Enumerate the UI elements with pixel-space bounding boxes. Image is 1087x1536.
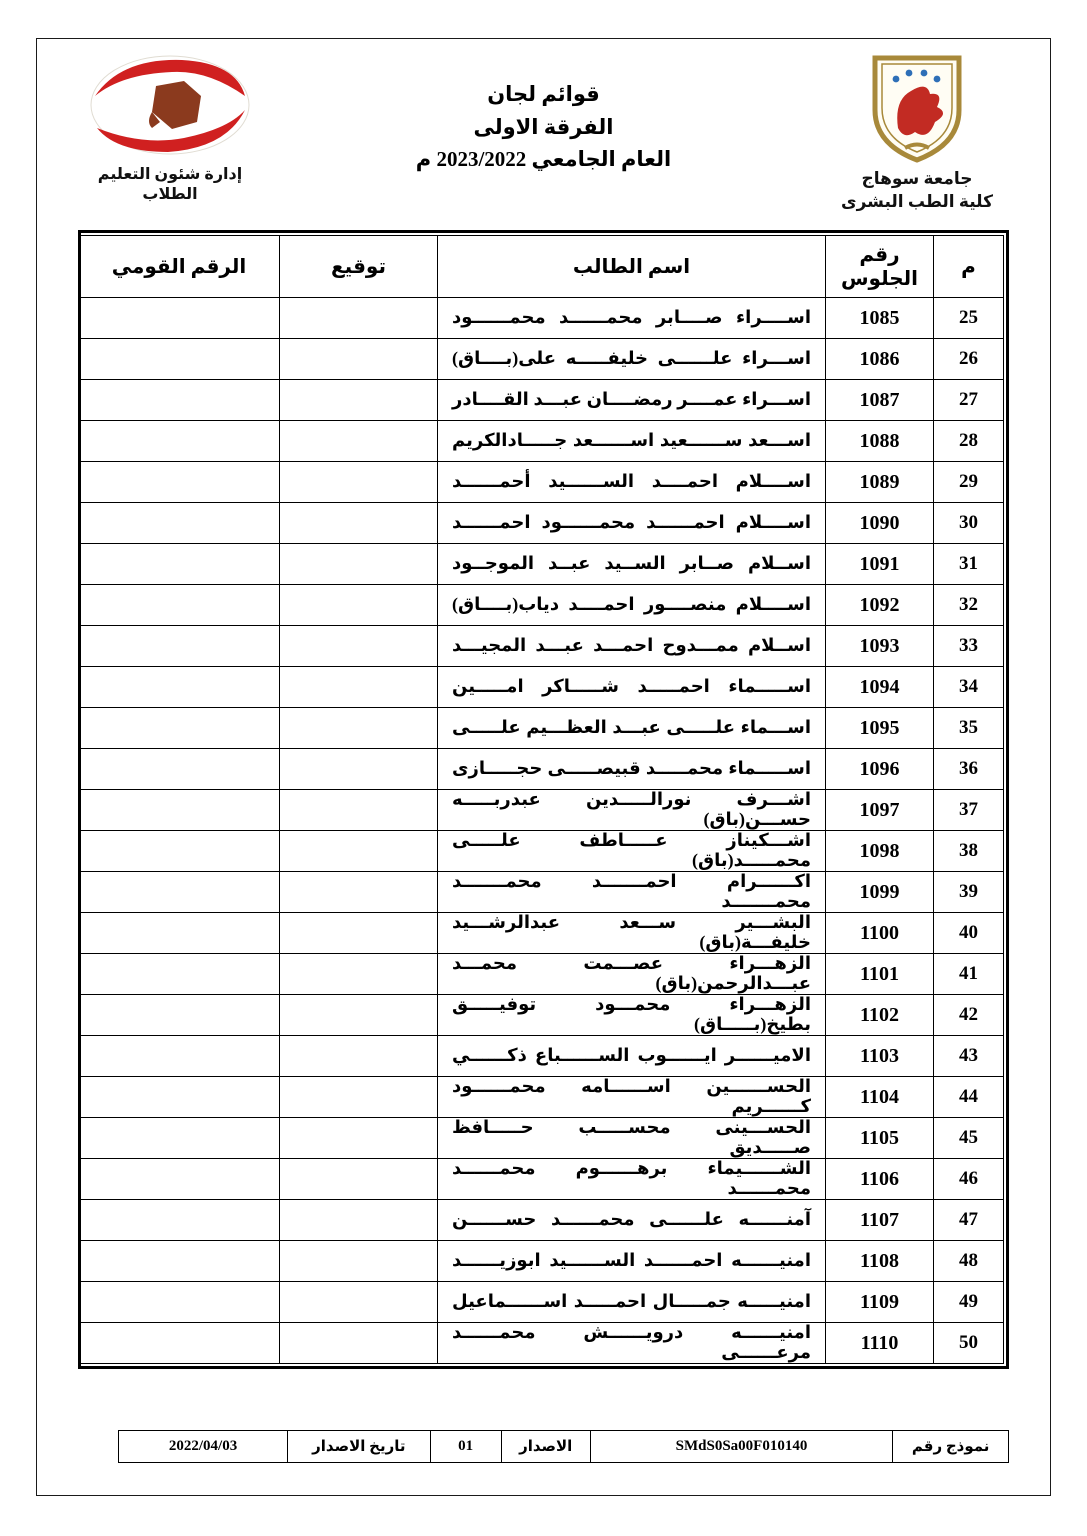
university-name: جامعة سوهاج: [861, 169, 973, 188]
issue-label: الاصدار: [501, 1431, 590, 1463]
student-name-cell: اســــلام احمــــــد محمــــــود احمــــــد: [438, 503, 826, 544]
table-row: [79, 872, 1004, 913]
serial-cell: 33: [934, 626, 1004, 667]
title-line-1: قوائم لجان: [487, 82, 600, 106]
signature-cell: [280, 626, 438, 667]
header-row: [79, 236, 1004, 298]
serial-cell: 39: [934, 872, 1004, 913]
signature-cell: [280, 1036, 438, 1077]
signature-cell: [280, 708, 438, 749]
national-id-cell: [79, 339, 280, 380]
seat-number-cell: 1098: [826, 831, 934, 872]
national-id-cell: [79, 626, 280, 667]
student-name-cell: اســــراء صــــابر محمــــــد محمــــــود: [438, 298, 826, 339]
signature-cell: [280, 1077, 438, 1118]
serial-cell: 38: [934, 831, 1004, 872]
seat-number-cell: 1107: [826, 1200, 934, 1241]
national-id-cell: [79, 1241, 280, 1282]
seat-number-cell: 1089: [826, 462, 934, 503]
committee-table-head: [79, 236, 1004, 298]
table-row: [79, 1323, 1004, 1364]
seat-number-cell: 1101: [826, 954, 934, 995]
seat-number-cell: 1095: [826, 708, 934, 749]
serial-cell: 45: [934, 1118, 1004, 1159]
table-row: [79, 708, 1004, 749]
student-name-cell: اســلام صــابر الســيد عبــد الموجــود: [438, 544, 826, 585]
national-id-cell: [79, 872, 280, 913]
national-id-cell: [79, 298, 280, 339]
title-line-3: العام الجامعي 2023/2022 م: [415, 147, 672, 172]
serial-cell: 47: [934, 1200, 1004, 1241]
student-name-cell: اســـراء عمــــر رمضــــان عبـــد القــــادر: [438, 380, 826, 421]
serial-cell: 26: [934, 339, 1004, 380]
national-id-cell: [79, 995, 280, 1036]
signature-cell: [280, 585, 438, 626]
student-name-cell: امنيــــــه درويــــــش محمــــــد مرعــــــى: [438, 1323, 826, 1364]
signature-cell: [280, 503, 438, 544]
national-id-cell: [79, 831, 280, 872]
serial-cell: 42: [934, 995, 1004, 1036]
student-name-cell: اســـــماء احمـــــد شـــــاكر امـــــين: [438, 667, 826, 708]
signature-cell: [280, 872, 438, 913]
seat-number-cell: 1100: [826, 913, 934, 954]
student-name-cell: اشـــكيناز عـــــاطف علـــــى محمـــــد(باق): [438, 831, 826, 872]
national-id-cell: [79, 1118, 280, 1159]
signature-cell: [280, 421, 438, 462]
national-id-cell: [79, 790, 280, 831]
faculty-name: كلية الطب البشرى: [841, 191, 993, 211]
serial-cell: 28: [934, 421, 1004, 462]
seat-number-cell: 1096: [826, 749, 934, 790]
seat-number-cell: 1094: [826, 667, 934, 708]
table-row: [79, 421, 1004, 462]
serial-cell: 32: [934, 585, 1004, 626]
issue-date-label: تاريخ الاصدار: [288, 1431, 430, 1463]
student-name-cell: الاميــــــر ايــــــوب الســــــباع ذكــــــي: [438, 1036, 826, 1077]
title-line-2: الفرقة الاولى: [473, 114, 614, 139]
signature-cell: [280, 380, 438, 421]
serial-cell: 27: [934, 380, 1004, 421]
student-name-cell: اســــلام منصــــور احمــــد دياب(بــــاق): [438, 585, 826, 626]
table-row: [79, 913, 1004, 954]
seat-number-cell: 1103: [826, 1036, 934, 1077]
university-block: [817, 52, 1017, 214]
table-row: [79, 298, 1004, 339]
seat-number-cell: 1102: [826, 995, 934, 1036]
form-code-value: SMdS0Sa00F010140: [590, 1431, 893, 1463]
seat-number-cell: 1090: [826, 503, 934, 544]
student-name-cell: اســـراء علــــــى خليفـــــه على(بــــاق): [438, 339, 826, 380]
committee-table-wrapper: [78, 230, 1009, 1369]
seat-number-cell: 1091: [826, 544, 934, 585]
table-row: [79, 544, 1004, 585]
seat-number-cell: 1104: [826, 1077, 934, 1118]
national-id-cell: [79, 1323, 280, 1364]
seat-number-cell: 1108: [826, 1241, 934, 1282]
student-name-cell: البشـــير ســـعد عبدالرشـــيد خليفـــة(باق): [438, 913, 826, 954]
national-id-cell: [79, 585, 280, 626]
signature-cell: [280, 1323, 438, 1364]
national-id-cell: [79, 913, 280, 954]
table-row: [79, 1241, 1004, 1282]
table-row: [79, 995, 1004, 1036]
national-id-cell: [79, 1159, 280, 1200]
serial-cell: 40: [934, 913, 1004, 954]
serial-header: م: [934, 236, 1004, 298]
table-row: [79, 503, 1004, 544]
serial-cell: 30: [934, 503, 1004, 544]
student-table-body: [79, 298, 1004, 1364]
committee-table: [78, 235, 1004, 1364]
signature-cell: [280, 1159, 438, 1200]
serial-cell: 35: [934, 708, 1004, 749]
document-title-block: [416, 78, 671, 176]
student-name-header: اسم الطالب: [438, 236, 826, 298]
national-id-cell: [79, 1077, 280, 1118]
student-name-cell: اســـعد ســــــعيد اســــــعد جـــــادالكريم: [438, 421, 826, 462]
student-name-cell: الحســــــين اســــــامه محمــــــود كــــــريم: [438, 1077, 826, 1118]
issue-value: 01: [430, 1431, 501, 1463]
serial-cell: 50: [934, 1323, 1004, 1364]
signature-cell: [280, 462, 438, 503]
faculty-crescent-logo-icon: [86, 52, 254, 158]
table-row: [79, 831, 1004, 872]
national-id-cell: [79, 503, 280, 544]
national-id-cell: [79, 380, 280, 421]
department-block: [70, 52, 270, 204]
serial-cell: 34: [934, 667, 1004, 708]
table-row: [79, 380, 1004, 421]
issue-date-value: 2022/04/03: [119, 1431, 288, 1463]
national-id-cell: [79, 421, 280, 462]
form-number-label: نموذج رقم: [893, 1431, 1009, 1463]
serial-cell: 49: [934, 1282, 1004, 1323]
signature-cell: [280, 995, 438, 1036]
form-footer-table: [118, 1430, 1009, 1463]
page-header: [70, 52, 1017, 222]
national-id-cell: [79, 667, 280, 708]
table-row: [79, 667, 1004, 708]
signature-cell: [280, 667, 438, 708]
signature-cell: [280, 1282, 438, 1323]
student-name-cell: امنيـــــه جمـــــال احمـــــد اســــــماعيل: [438, 1282, 826, 1323]
seat-number-cell: 1105: [826, 1118, 934, 1159]
seat-number-cell: 1106: [826, 1159, 934, 1200]
table-row: [79, 1159, 1004, 1200]
student-name-cell: آمنــــــه علــــــى محمــــــد حســــــن: [438, 1200, 826, 1241]
table-row: [79, 626, 1004, 667]
student-name-cell: اســــلام احمــــد الســــــيد أحمــــــد: [438, 462, 826, 503]
seat-number-cell: 1109: [826, 1282, 934, 1323]
signature-cell: [280, 749, 438, 790]
university-shield-logo-icon: [867, 52, 967, 164]
serial-cell: 29: [934, 462, 1004, 503]
signature-cell: [280, 1118, 438, 1159]
seat-number-cell: 1093: [826, 626, 934, 667]
national-id-cell: [79, 544, 280, 585]
table-row: [79, 954, 1004, 995]
seat-number-cell: 1099: [826, 872, 934, 913]
serial-cell: 36: [934, 749, 1004, 790]
student-name-cell: اكــــــرام احمـــــــد محمـــــــد محمـــــــد: [438, 872, 826, 913]
national-id-cell: [79, 1200, 280, 1241]
form-footer-row: [119, 1431, 1009, 1463]
student-name-cell: الزهـــراء محمـــود توفيـــــق بطيخ(بـــــاق): [438, 995, 826, 1036]
signature-cell: [280, 298, 438, 339]
table-row: [79, 1077, 1004, 1118]
signature-cell: [280, 1200, 438, 1241]
serial-cell: 41: [934, 954, 1004, 995]
form-footer: [118, 1430, 1009, 1463]
department-name: إدارة شئون التعليم الطلاب: [97, 166, 243, 203]
signature-cell: [280, 954, 438, 995]
national-id-cell: [79, 954, 280, 995]
serial-cell: 43: [934, 1036, 1004, 1077]
student-name-cell: الحســـينى محســـــب حـــــافظ صـــــديق: [438, 1118, 826, 1159]
seat-number-cell: 1092: [826, 585, 934, 626]
table-row: [79, 585, 1004, 626]
student-name-cell: امنيــــــه احمــــــد الســــــيد ابوزيــــــد: [438, 1241, 826, 1282]
table-row: [79, 749, 1004, 790]
student-name-cell: اشـــرف نورالـــــدين عبدربـــــه حســـن(باق): [438, 790, 826, 831]
national-id-cell: [79, 1036, 280, 1077]
serial-cell: 31: [934, 544, 1004, 585]
serial-cell: 37: [934, 790, 1004, 831]
seat-number-cell: 1085: [826, 298, 934, 339]
signature-cell: [280, 544, 438, 585]
seat-number-cell: 1097: [826, 790, 934, 831]
seat-header-line-2: الجلوس: [840, 267, 919, 290]
serial-cell: 44: [934, 1077, 1004, 1118]
signature-cell: [280, 913, 438, 954]
table-row: [79, 1282, 1004, 1323]
table-row: [79, 462, 1004, 503]
signature-cell: [280, 339, 438, 380]
serial-cell: 25: [934, 298, 1004, 339]
serial-cell: 48: [934, 1241, 1004, 1282]
national-id-header: الرقم القومي: [79, 236, 280, 298]
table-row: [79, 1118, 1004, 1159]
student-name-cell: الشــــــيماء برهــــــوم محمــــــد محمــــــد: [438, 1159, 826, 1200]
seat-number-cell: 1110: [826, 1323, 934, 1364]
student-name-cell: اســـــماء محمـــــد قبيصـــــى حجـــــازى: [438, 749, 826, 790]
student-name-cell: اســلام ممـــدوح احمـــد عبـــد المجيـــد: [438, 626, 826, 667]
table-row: [79, 1036, 1004, 1077]
seat-number-cell: 1086: [826, 339, 934, 380]
serial-cell: 46: [934, 1159, 1004, 1200]
seat-number-cell: 1087: [826, 380, 934, 421]
signature-header: توقيع: [280, 236, 438, 298]
national-id-cell: [79, 708, 280, 749]
national-id-cell: [79, 1282, 280, 1323]
table-row: [79, 1200, 1004, 1241]
table-row: [79, 790, 1004, 831]
table-row: [79, 339, 1004, 380]
signature-cell: [280, 831, 438, 872]
national-id-cell: [79, 462, 280, 503]
student-name-cell: الزهـــراء عصـــمت محمـــد عبـــدالرحمن(باق): [438, 954, 826, 995]
national-id-cell: [79, 749, 280, 790]
signature-cell: [280, 1241, 438, 1282]
seat-number-header: [826, 236, 934, 298]
seat-header-line-1: رقم: [859, 243, 900, 266]
student-name-cell: اســـماء علـــــى عبـــد العظـــيم علـــــى: [438, 708, 826, 749]
signature-cell: [280, 790, 438, 831]
seat-number-cell: 1088: [826, 421, 934, 462]
